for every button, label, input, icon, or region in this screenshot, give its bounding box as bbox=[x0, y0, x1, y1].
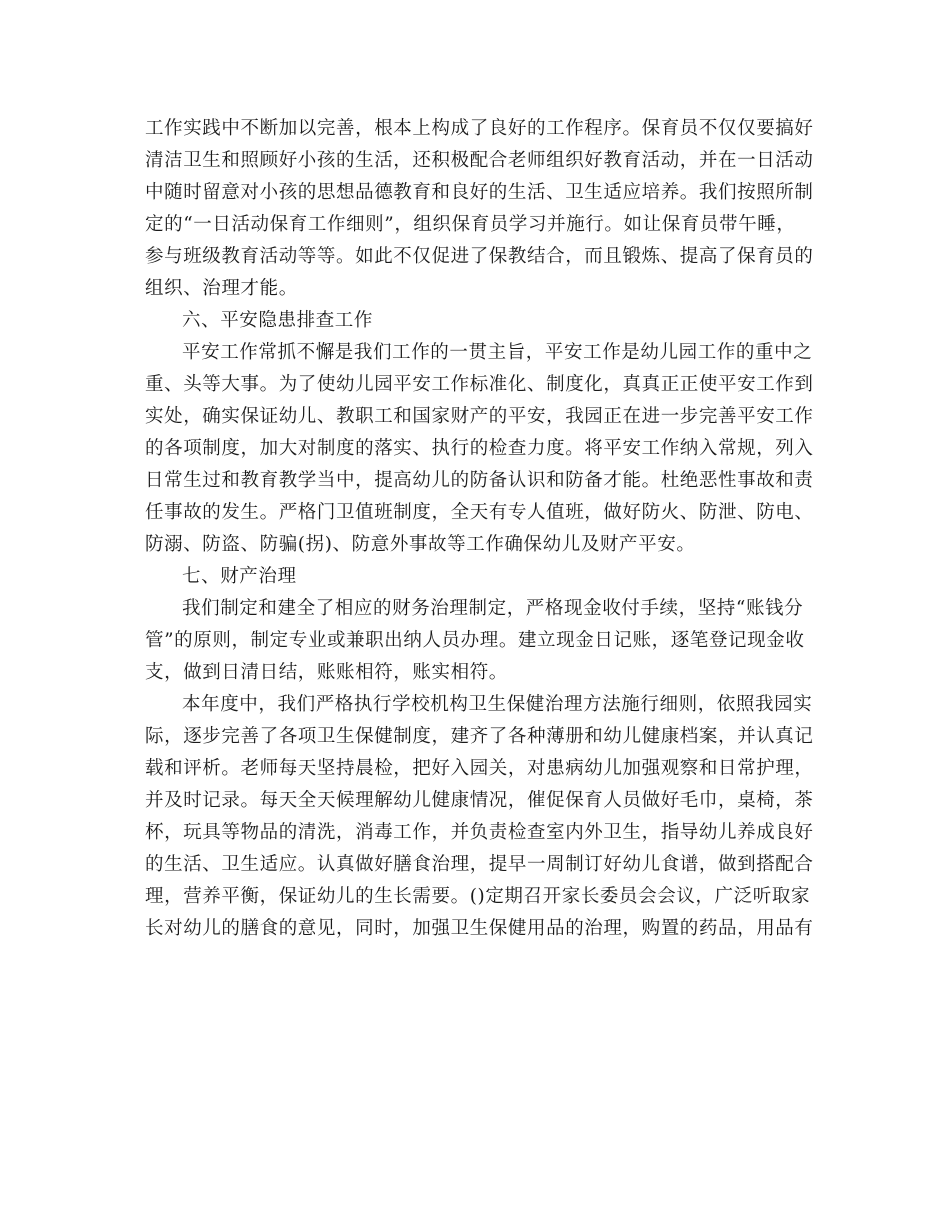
text-line: 我们制定和建全了相应的财务治理制定，严格现金收付手续，坚持“账钱分 bbox=[182, 598, 804, 619]
section-heading: 六、平安隐患排查工作 bbox=[182, 310, 374, 331]
text-line: 组织、治理才能。 bbox=[145, 278, 298, 299]
text-line: 日常生过和教育教学当中，提高幼儿的防备认识和防备才能。杜绝恶性事故和责 bbox=[145, 470, 814, 491]
section-heading: 七、财产治理 bbox=[182, 566, 297, 587]
text-line: 管”的原则，制定专业或兼职出纳人员办理。建立现金日记账，逐笔登记现金收 bbox=[145, 630, 805, 651]
text-line: 杯，玩具等物品的清洗，消毒工作，并负责检查室内外卫生，指导幼儿养成良好 bbox=[145, 822, 814, 843]
text-line: 载和评析。老师每天坚持晨检，把好入园关，对患病幼儿加强观察和日常护理， bbox=[145, 758, 814, 779]
text-line: 清洁卫生和照顾好小孩的生活，还积极配合老师组织好教育活动，并在一日活动 bbox=[145, 150, 814, 171]
text-line: 平安工作常抓不懈是我们工作的一贯主旨，平安工作是幼儿园工作的重中之 bbox=[182, 342, 813, 363]
text-line: 支，做到日清日结，账账相符，账实相符。 bbox=[145, 662, 508, 683]
text-line: 本年度中，我们严格执行学校机构卫生保健治理方法施行细则，依照我园实 bbox=[182, 694, 813, 715]
text-line: 的各项制度，加大对制度的落实、执行的检查力度。将平安工作纳入常规，列入 bbox=[145, 438, 814, 459]
document-body bbox=[145, 113, 814, 945]
text-line: 理，营养平衡，保证幼儿的生长需要。()定期召开家长委员会会议，广泛听取家 bbox=[145, 886, 811, 907]
text-line: 定的“一日活动保育工作细则”，组织保育员学习并施行。如让保育员带午睡， bbox=[145, 214, 796, 235]
text-line: 任事故的发生。严格门卫值班制度，全天有专人值班，做好防火、防泄、防电、 bbox=[145, 502, 814, 523]
text-line: 工作实践中不断加以完善，根本上构成了良好的工作程序。保育员不仅仅要搞好 bbox=[145, 118, 814, 139]
text-line: 长对幼儿的膳食的意见，同时，加强卫生保健用品的治理，购置的药品，用品有 bbox=[145, 918, 814, 939]
text-line: 实处，确实保证幼儿、教职工和国家财产的平安，我园正在进一步完善平安工作 bbox=[145, 406, 814, 427]
text-line: 参与班级教育活动等等。如此不仅促进了保教结合，而且锻炼、提高了保育员的 bbox=[145, 246, 814, 267]
text-line: 的生活、卫生适应。认真做好膳食治理，提早一周制订好幼儿食谱，做到搭配合 bbox=[145, 854, 814, 875]
text-line: 重、头等大事。为了使幼儿园平安工作标准化、制度化，真真正正使平安工作到 bbox=[145, 374, 814, 395]
text-line: 防溺、防盗、防骗(拐)、防意外事故等工作确保幼儿及财产平安。 bbox=[145, 534, 696, 555]
text-line: 际，逐步完善了各项卫生保健制度，建齐了各种薄册和幼儿健康档案，并认真记 bbox=[145, 726, 814, 747]
text-line: 并及时记录。每天全天候理解幼儿健康情况，催促保育人员做好毛巾，桌椅，茶 bbox=[145, 790, 814, 811]
text-line: 中随时留意对小孩的思想品德教育和良好的生活、卫生适应培养。我们按照所制 bbox=[145, 182, 814, 203]
